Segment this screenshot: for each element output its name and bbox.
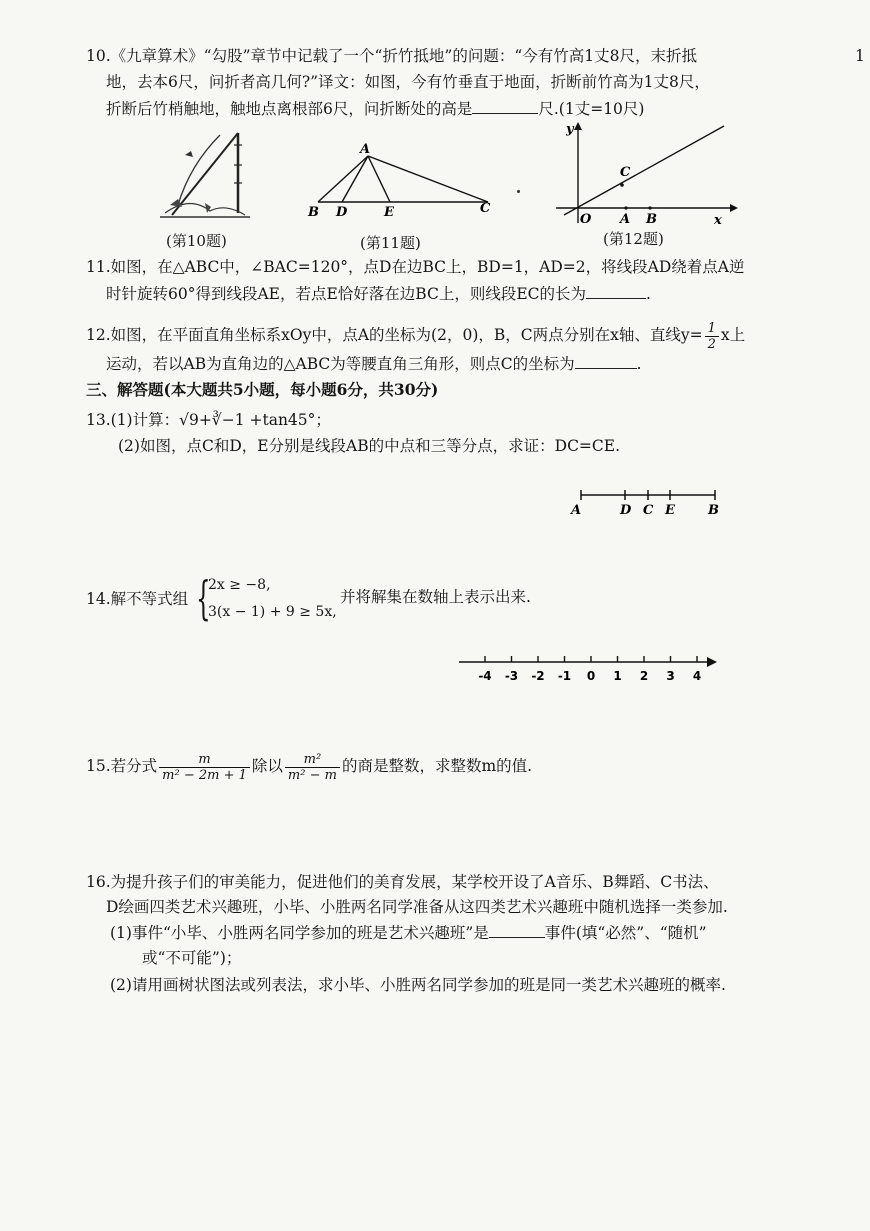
q12-line2-text: 运动，若以AB为直角边的△ABC为等腰直角三角形，则点C的坐标为 [106,355,575,373]
q10-line3-text: 折断后竹梢触地，触地点离根部6尺，问折断处的高是 [106,100,473,118]
fig12-label-A: A [620,212,631,227]
fig12-label-B: B [646,212,657,227]
q16-line3-text: (1)事件“小毕、小胜两名同学参加的班是艺术兴趣班”是 [110,924,489,942]
number-line-tick-label: 2 [639,669,649,683]
number-line-tick-label: 4 [692,669,702,683]
fig12-label-O: O [580,212,592,227]
segment-ab-figure [565,488,735,520]
figure-10-bamboo [150,125,260,225]
q12-frac-den: 2 [707,336,716,352]
fig11-label-B: B [308,205,319,220]
q11-line1: 11.如图，在△ABC中，∠BAC=120°，点D在边BC上，BD=1，AD=2，将线段AD绕着点A逆 [86,258,745,276]
q16-line2: D绘画四类艺术兴趣班，小毕、小胜两名同学准备从这四类艺术兴趣班中随机选择一类参加. [106,898,728,916]
number-line-tick-label: 0 [586,669,596,683]
fig11-label-C: C [480,201,491,216]
seg-label-B: B [708,503,719,518]
q15-frac1-den: m² − 2m + 1 [162,767,247,783]
q15-frac1-num: m [159,752,250,768]
q12-fraction [705,321,719,352]
q15-fraction-2 [285,752,340,783]
number-line-ticks [478,656,701,683]
fig11-label-E: E [384,205,394,220]
q14-brace: { [196,571,211,625]
figure-11-triangle [300,140,500,225]
q14-ineq1: 2x ≥ −8, [208,577,271,593]
fig11-label-D: D [336,205,348,220]
number-line-tick-label: -1 [557,669,572,683]
q13-line2: (2)如图，点C和D，E分别是线段AB的中点和三等分点，求证：DC=CE. [118,437,621,455]
number-line-tick-label: -3 [504,669,519,683]
q12-line2 [106,353,642,374]
q11-answer-blank[interactable] [586,283,646,299]
q16-answer-blank[interactable] [489,922,545,938]
fig12-label-C: C [620,165,631,180]
number-line-tick-label: -4 [478,669,492,683]
number-line-tick-label: -2 [531,669,545,683]
fig12-axis-y: y [566,122,574,137]
number-line-tick-label: 1 [613,669,622,683]
q12-line1-text: 12.如图，在平面直角坐标系xOy中，点A的坐标为(2，0)，B，C两点分别在x轴、直线y= [86,326,703,344]
q11-line2-text: 时针旋转60°得到线段AE，若点E恰好落在边BC上，则线段EC的长为 [106,285,587,303]
q16-line5: (2)请用画树状图法或列表法，求小毕、小胜两名同学参加的班是同一类艺术兴趣班的概率. [110,976,726,994]
q11-line2-tail: . [646,285,651,303]
q12-line2-tail: . [636,355,642,373]
section-3-title: 三、解答题(本大题共5小题，每小题6分，共30分) [86,380,439,399]
q12-line1-tail: x上 [720,326,746,344]
figure-12-coordinate-plane [550,118,740,228]
seg-label-C: C [643,503,654,518]
number-line-tick-label: 3 [666,669,675,683]
q10-line3-tail: 尺.(1丈=10尺) [538,100,645,118]
seg-label-A: A [571,503,582,518]
q15-middle: 除以 [251,757,283,775]
q14-suffix: 并将解集在数轴上表示出来. [340,588,531,606]
q15-frac2-den: m² − m [287,767,337,783]
seg-label-D: D [620,503,632,518]
figure-11-caption: (第11题) [360,234,421,252]
q16-line3 [110,922,707,943]
q10-line3 [106,98,644,119]
figure-10-caption: (第10题) [166,232,227,250]
q14-ineq2: 3(x − 1) + 9 ≥ 5x, [208,604,337,620]
q16-line4: 或“不可能”)； [142,949,242,967]
fig11-label-A: A [360,142,371,157]
q13-line1: 13.(1)计算：√9+∛−1 +tan45°； [86,411,331,429]
q16-line3-tail: 事件(填“必然”、“随机” [544,924,707,942]
q11-line2 [106,283,651,304]
q15-fraction-1 [159,752,250,783]
seg-label-E: E [665,503,675,518]
q15-prefix: 15.若分式 [86,757,158,775]
stray-dot [517,190,520,193]
q14-prefix: 14.解不等式组 [86,590,189,608]
q12-line1 [86,318,745,352]
q16-line1: 16.为提升孩子们的审美能力，促进他们的美育发展，某学校开设了A音乐、B舞蹈、C书法、 [86,873,719,891]
q10-line1: 10.《九章算术》“勾股”章节中记载了一个“折竹抵地”的问题：“今有竹高1丈8尺，末折抵 [86,47,697,65]
q15-frac2-num: m² [285,752,340,768]
q10-line2: 地，去本6尺，问折者高几何?”译文：如图，今有竹垂直于地面，折断前竹高为1丈8尺， [106,73,710,91]
figure-12-caption: (第12题) [603,230,664,248]
number-line [455,650,725,690]
q15-line [86,746,532,786]
page-number: 1 [855,47,865,65]
q12-answer-blank[interactable] [575,353,637,369]
q10-answer-blank[interactable] [472,98,538,114]
fig12-axis-x: x [714,213,722,228]
q15-suffix: 的商是整数，求整数m的值. [341,757,533,775]
q12-frac-num: 1 [705,321,719,337]
